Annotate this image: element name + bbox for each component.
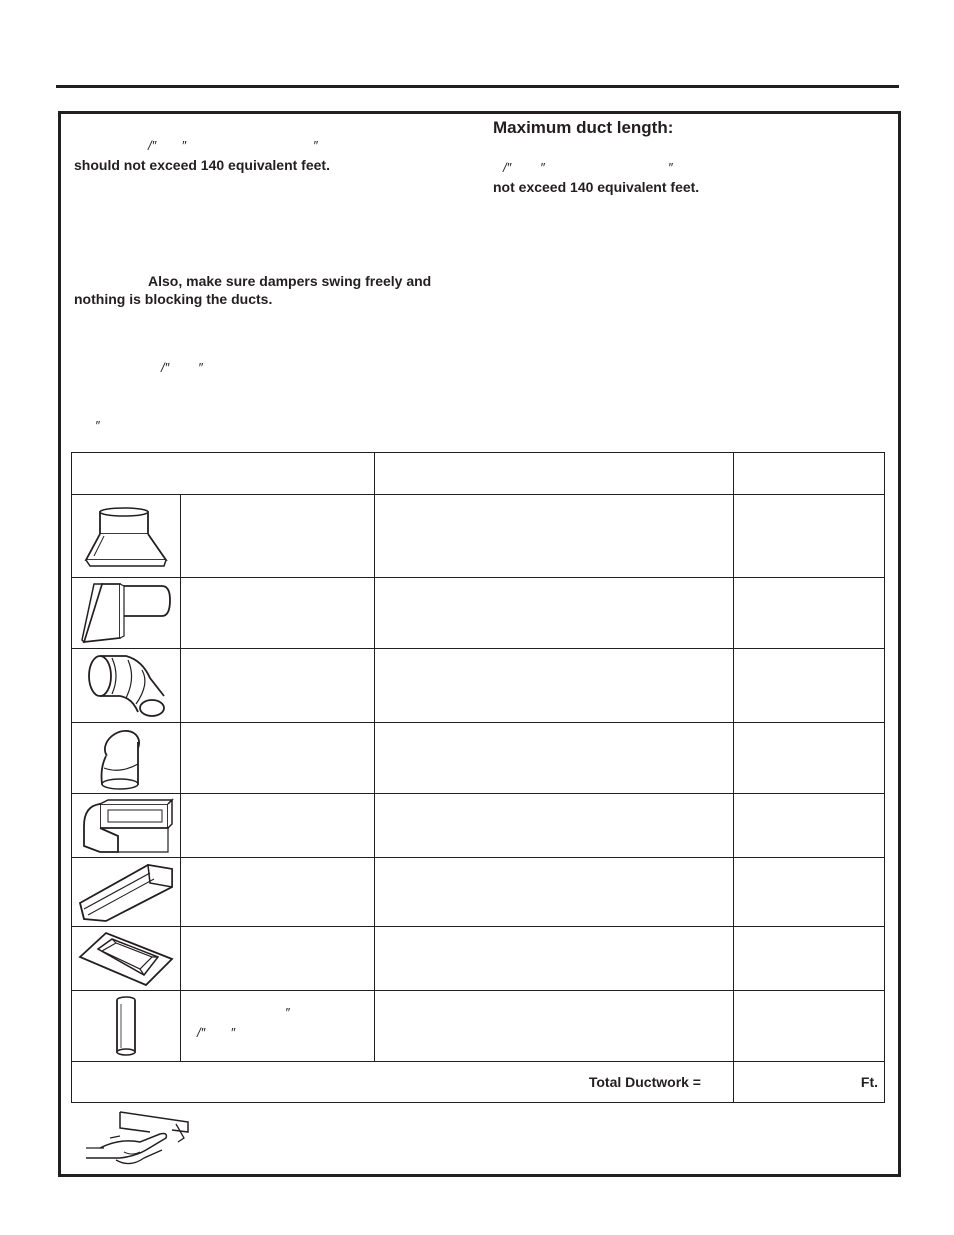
- fraction-mark: /″ ″: [503, 160, 545, 175]
- table-row: [72, 927, 885, 991]
- table-cell: [734, 723, 885, 794]
- roof-cap-icon: [72, 927, 181, 991]
- fraction-mark: /″ ″: [161, 360, 203, 375]
- table-cell: [181, 723, 375, 794]
- duct-equivalent-length-table: [71, 452, 885, 1103]
- table-row: [72, 794, 885, 858]
- table-cell: [181, 858, 375, 927]
- table-cell: [734, 649, 885, 723]
- header-equivalent-length: [734, 453, 885, 495]
- header-duct-piece: [72, 453, 375, 495]
- table-total-row: [72, 1062, 885, 1103]
- table-cell: [375, 794, 734, 858]
- wall-cap-icon: [72, 578, 181, 649]
- rectangular-elbow-icon: [72, 794, 181, 858]
- table-cell: [181, 991, 375, 1062]
- fraction-mark: /″ ″: [148, 138, 187, 153]
- table-row: [72, 991, 885, 1062]
- transition-fitting-icon: [72, 495, 181, 578]
- table-cell: [181, 794, 375, 858]
- table-cell: [181, 649, 375, 723]
- inch-mark: ″: [668, 160, 673, 175]
- table-cell: [734, 578, 885, 649]
- right-paragraph-1: not exceed 140 equivalent feet.: [493, 179, 700, 195]
- table-cell: [181, 495, 375, 578]
- table-cell: [181, 578, 375, 649]
- table-row: [72, 649, 885, 723]
- 90-degree-elbow-icon: [72, 649, 181, 723]
- table-row: [72, 495, 885, 578]
- inch-mark: ″: [95, 418, 100, 433]
- left-paragraph-2-line-1: Also, make sure dampers swing freely and: [148, 273, 432, 289]
- max-duct-length-heading: Maximum duct length:: [493, 118, 674, 137]
- table-row: [72, 723, 885, 794]
- table-row: [72, 578, 885, 649]
- header-dimensions: [375, 453, 734, 495]
- table-cell: [734, 858, 885, 927]
- table-cell: [734, 927, 885, 991]
- total-ductwork-label: Total Ductwork =: [72, 1062, 734, 1103]
- table-cell: [375, 858, 734, 927]
- table-cell: [375, 991, 734, 1062]
- table-cell: [375, 578, 734, 649]
- left-paragraph-1: should not exceed 140 equivalent feet.: [74, 157, 330, 173]
- table-header-row: [72, 453, 885, 495]
- table-cell: [375, 495, 734, 578]
- header-rule: [56, 85, 899, 88]
- total-ductwork-unit: Ft.: [734, 1062, 885, 1103]
- left-paragraph-2-line-2: nothing is blocking the ducts.: [74, 291, 273, 307]
- table-cell: [734, 495, 885, 578]
- table-cell: [734, 794, 885, 858]
- table-cell: [375, 649, 734, 723]
- table-cell: [181, 927, 375, 991]
- 45-degree-elbow-icon: [72, 723, 181, 794]
- round-duct-icon: [72, 991, 181, 1062]
- rectangular-transition-icon: [72, 858, 181, 927]
- inch-mark: ″: [285, 1005, 290, 1020]
- table-cell: [734, 991, 885, 1062]
- taping-ducts-hands-icon: [80, 1108, 192, 1172]
- fraction-mark: /″ ″: [197, 1025, 236, 1040]
- table-cell: [375, 927, 734, 991]
- inch-mark: ″: [313, 138, 318, 153]
- table-cell: [375, 723, 734, 794]
- table-row: [72, 858, 885, 927]
